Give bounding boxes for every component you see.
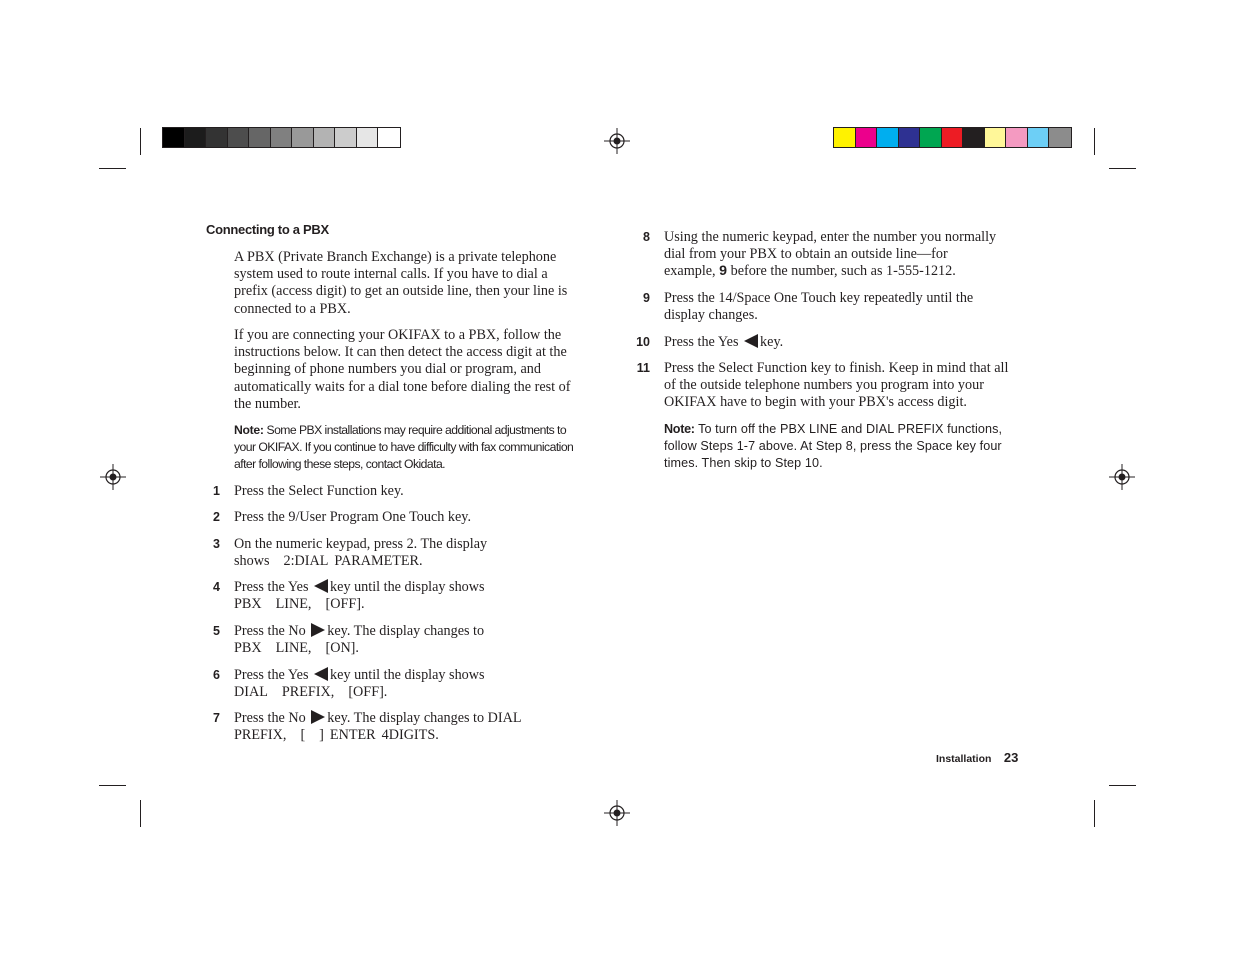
footer-section-name: Installation [936, 753, 992, 765]
step-3 [206, 536, 487, 570]
step-2 [206, 509, 471, 526]
page-number: 23 [1003, 750, 1019, 765]
step-text: Press the No key. The display changes to DIAL PREFIX, [ ] ENTER 4DIGITS. [234, 710, 522, 744]
color-swatch [899, 128, 921, 147]
step-8 [636, 229, 1014, 281]
grayscale-color-bar [162, 127, 401, 148]
color-swatch [856, 128, 878, 147]
step-number: 11 [636, 361, 650, 375]
note-turn-off-pbx [664, 421, 1014, 473]
note-pbx-adjustments [234, 422, 580, 473]
color-swatch [963, 128, 985, 147]
yes-key-left-arrow-icon [314, 579, 328, 593]
note-label: Note: [234, 423, 264, 437]
step-text: Press the 14/Space One Touch key repeatedly until the display changes. [664, 290, 974, 324]
color-swatch [1028, 128, 1050, 147]
gray-swatch [163, 128, 185, 147]
color-swatch [1049, 128, 1071, 147]
process-color-bar [833, 127, 1072, 148]
yes-key-left-arrow-icon [744, 334, 758, 348]
step-text: Press the Select Function key to finish. Keep in mind that all of the outside telephone numbers you program into your OKIFAX have to begin with your PBX's access digit. [664, 360, 1009, 411]
note-text: To turn off the PBX LINE and DIAL PREFIX functions, follow Steps 1-7 above. At Step 8, press the Space key four times. Then skip to Step 10. [664, 422, 1003, 471]
step-number: 2 [213, 510, 220, 524]
gray-swatch [292, 128, 314, 147]
step-7 [206, 710, 522, 744]
step-number: 6 [213, 668, 220, 682]
step-text: Press the Select Function key. [234, 483, 404, 499]
gray-swatch [335, 128, 357, 147]
registration-mark-bottom-icon [604, 800, 630, 826]
gray-swatch [185, 128, 207, 147]
step-text: Press the Yes key until the display shows PBX LINE, [OFF]. [234, 579, 485, 613]
step-text: Press the Yes key. [664, 334, 784, 350]
intro-paragraph-1: A PBX (Private Branch Exchange) is a private telephone system used to route internal calls. If you have to dial a prefix (access digit) to get an outside line, then your line is connected to a PBX. [234, 249, 568, 317]
no-key-right-arrow-icon [311, 710, 325, 724]
gray-swatch [271, 128, 293, 147]
step-4 [206, 579, 485, 613]
step-text: Press the No key. The display changes to PBX LINE, [ON]. [234, 623, 485, 657]
note-text: Some PBX installations may require additional adjustments to your OKIFAX. If you continue to have difficulty with fax communication after following these steps, contact Okidata. [234, 423, 574, 471]
step-text: On the numeric keypad, press 2. The display shows 2:DIAL PARAMETER. [234, 536, 488, 570]
step-number: 4 [213, 580, 220, 594]
step-6 [206, 667, 485, 701]
gray-swatch [314, 128, 336, 147]
step-number: 7 [213, 711, 220, 725]
step-text: Using the numeric keypad, enter the number you normally dial from your PBX to obtain an outside line—for example, 9 before the number, such as 1-555-1212. [664, 229, 997, 280]
step-11 [636, 360, 1012, 412]
registration-mark-right-icon [1109, 464, 1135, 490]
step-10 [636, 334, 783, 351]
registration-mark-left-icon [100, 464, 126, 490]
color-swatch [920, 128, 942, 147]
step-number: 8 [643, 230, 650, 244]
gray-swatch [228, 128, 250, 147]
step-9 [636, 290, 1004, 324]
step-text: Press the Yes key until the display shows DIAL PREFIX, [OFF]. [234, 667, 485, 701]
color-swatch [1006, 128, 1028, 147]
color-swatch [942, 128, 964, 147]
color-swatch [834, 128, 856, 147]
gray-swatch [249, 128, 271, 147]
step-1 [206, 483, 404, 500]
step-text: Press the 9/User Program One Touch key. [234, 509, 471, 525]
section-heading: Connecting to a PBX [206, 222, 329, 237]
step-number: 5 [213, 624, 220, 638]
note-label: Note: [664, 422, 695, 436]
gray-swatch [357, 128, 379, 147]
step-number: 1 [213, 484, 220, 498]
color-swatch [985, 128, 1007, 147]
step-number: 10 [636, 335, 650, 349]
step-number: 3 [213, 537, 220, 551]
gray-swatch [206, 128, 228, 147]
step-number: 9 [643, 291, 650, 305]
gray-swatch [378, 128, 400, 147]
registration-mark-top-icon [604, 128, 630, 154]
no-key-right-arrow-icon [311, 623, 325, 637]
step-5 [206, 623, 484, 657]
page-footer [936, 749, 1018, 767]
color-swatch [877, 128, 899, 147]
yes-key-left-arrow-icon [314, 667, 328, 681]
intro-paragraph-2: If you are connecting your OKIFAX to a PBX, follow the instructions below. It can then detect the access digit at the beginning of phone numbers you dial or program, and automatically waits for a dial tone before dialing the rest of the number. [234, 327, 571, 412]
